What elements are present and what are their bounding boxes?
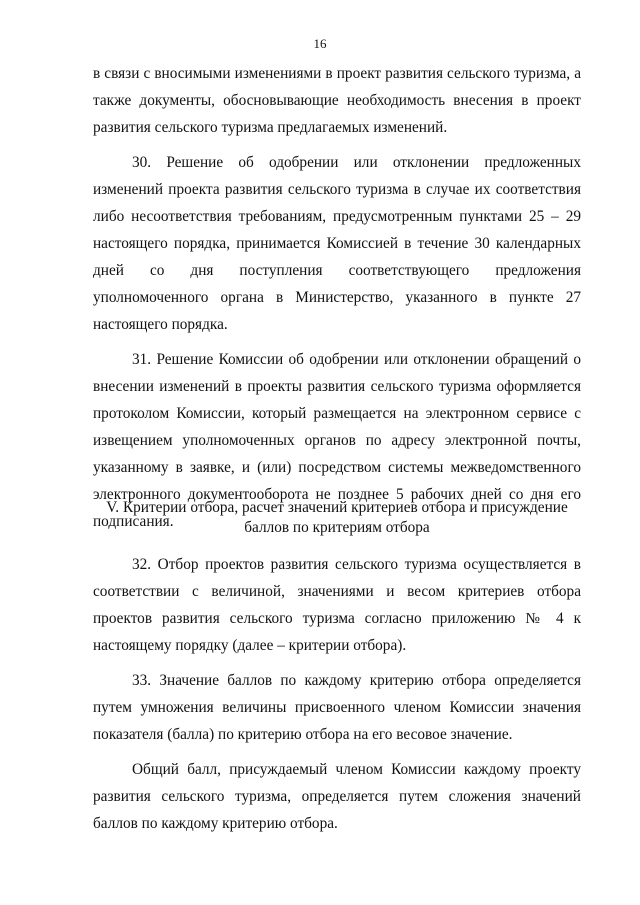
paragraph-33: 33. Значение баллов по каждому критерию отбора определяется путем умножения величины присвоенного членом Комиссии значения показателя (балла) по критерию отбора на его весовое значение. — [93, 672, 581, 743]
page-number: 16 — [313, 36, 327, 51]
paragraph-30: 30. Решение об одобрении или отклонении предложенных изменений проекта развития сельского туризма в случае их соответствия либо несоответствия требованиям, предусмотренным пунктами 25 – 29 настоящего порядка, принимается Комиссией в течение 30 календарных дней со дня поступления соответствующего предложения уполномоченного органа в Министерство, указанного в пункте 27 настоящего порядка. — [93, 154, 581, 333]
paragraph-31: 31. Решение Комиссии об одобрении или отклонении обращений о внесении изменений в проекты развития сельского туризма оформляется протоколом Комиссии, который размещается на электронном сервисе с извещением уполномоченных органов по адресу электронной почты, указанному в заявке, и (или) посредством системы межведомственного электронного документооборота не позднее 5 рабочих дней со дня его подписания. — [93, 351, 581, 530]
text-block-top — [93, 60, 581, 535]
section-heading — [93, 498, 581, 538]
section-heading-line-2: баллов по критериям отбора — [244, 519, 430, 536]
section-heading-line-1: V. Критерии отбора, расчет значений критериев отбора и присуждение — [106, 499, 568, 516]
paragraph-total-score: Общий балл, присуждаемый членом Комиссии каждому проекту развития сельского туризма, определяется путем сложения значений баллов по каждому критерию отбора. — [93, 761, 581, 832]
paragraph-continuation: в связи с вносимыми изменениями в проект развития сельского туризма, а также документы, обосновывающие необходимость внесения в проект развития сельского туризма предлагаемых изменений. — [93, 65, 581, 136]
paragraph-32: 32. Отбор проектов развития сельского туризма осуществляется в соответствии с величиной, значениями и весом критериев отбора проектов развития сельского туризма согласно приложению № 4 к настоящему порядку (далее – критерии отбора). — [93, 556, 581, 654]
text-block-bottom — [93, 551, 581, 837]
